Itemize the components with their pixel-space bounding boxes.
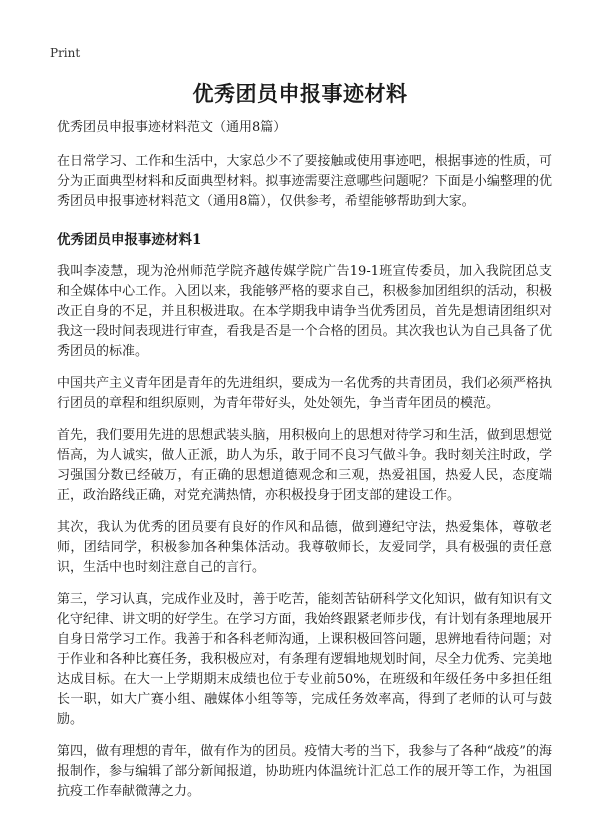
body-paragraph-4: 其次，我认为优秀的团员要有良好的作风和品德，做到遵纪守法，热爱集体，尊敬老师，团结同学，积极参加各种集体活动。我尊敬师长，友爱同学，具有极强的责任意识，生活中也时刻注意自己的言行。 <box>57 520 552 575</box>
intro-paragraph: 在日常学习、工作和生活中，大家总少不了要接触或使用事迹吧，根据事迹的性质，可分为正面典型材料和反面典型材料。拟事迹需要注意哪些问题呢？下面是小编整理的优秀团员申报事迹材料范文（通用8篇），仅供参考，希望能够帮助到大家。 <box>57 154 552 209</box>
print-link[interactable]: Print <box>50 46 81 60</box>
body-paragraph-6: 第四，做有理想的青年，做有作为的团员。疫情大考的当下，我参与了各种“战疫”的海报制作，参与编辑了部分新闻报道，协助班内体温统计汇总工作的展开等工作，为祖国抗疫工作奉献微薄之力。 <box>57 744 552 799</box>
body-paragraph-1: 我叫李凌慧，现为沧州师范学院齐越传媒学院广告19-1班宣传委员，加入我院团总支和全媒体中心工作。入团以来，我能够严格的要求自己，积极参加团组织的活动，积极改正自身的不足，并且积极进取。在本学期我申请争当优秀团员，首先是想请团组织对我这一段时间表现进行审查，看我是否是一个合格的团员。其次我也认为自己具备了优秀团员的标准。 <box>57 264 552 359</box>
document-title: 优秀团员申报事迹材料 <box>192 81 408 106</box>
body-paragraph-2: 中国共产主义青年团是青年的先进组织，要成为一名优秀的共青团员，我们必须严格执行团员的章程和组织原则，为青年带好头，处处领先，争当青年团员的模范。 <box>57 376 552 411</box>
document-body <box>57 118 552 814</box>
document-subtitle: 优秀团员申报事迹材料范文（通用8篇） <box>57 120 287 135</box>
section-heading: 优秀团员申报事迹材料1 <box>57 232 202 248</box>
body-paragraph-3: 首先，我们要用先进的思想武装头脑，用积极向上的思想对待学习和生活，做到思想觉悟高，为人诚实，做人正派，助人为乐，敢于同不良习气做斗争。我时刻关注时政，学习强国分数已经破万，有正确的思想道德观念和三观，热爱祖国，热爱人民，态度端正，政治路线正确，对党充满热情，亦积极投身于团支部的建设工作。 <box>57 428 552 503</box>
body-paragraph-5: 第三，学习认真，完成作业及时，善于吃苦，能刻苦钻研科学文化知识，做有知识有文化守纪律、讲文明的好学生。在学习方面，我始终跟紧老师步伐，有计划有条理地展开自身日常学习工作。我善于和各科老师沟通，上课积极回答问题，思辨地看待问题；对于作业和各种比赛任务，我积极应对，有条理有逻辑地规划时间，尽全力优秀、完美地达成目标。在大一上学期期末成绩也位于专业前50%，在班级和年级任务中多担任组长一职，如大广赛小组、融媒体小组等等，完成任务效率高，得到了老师的认可与鼓励。 <box>57 592 552 727</box>
